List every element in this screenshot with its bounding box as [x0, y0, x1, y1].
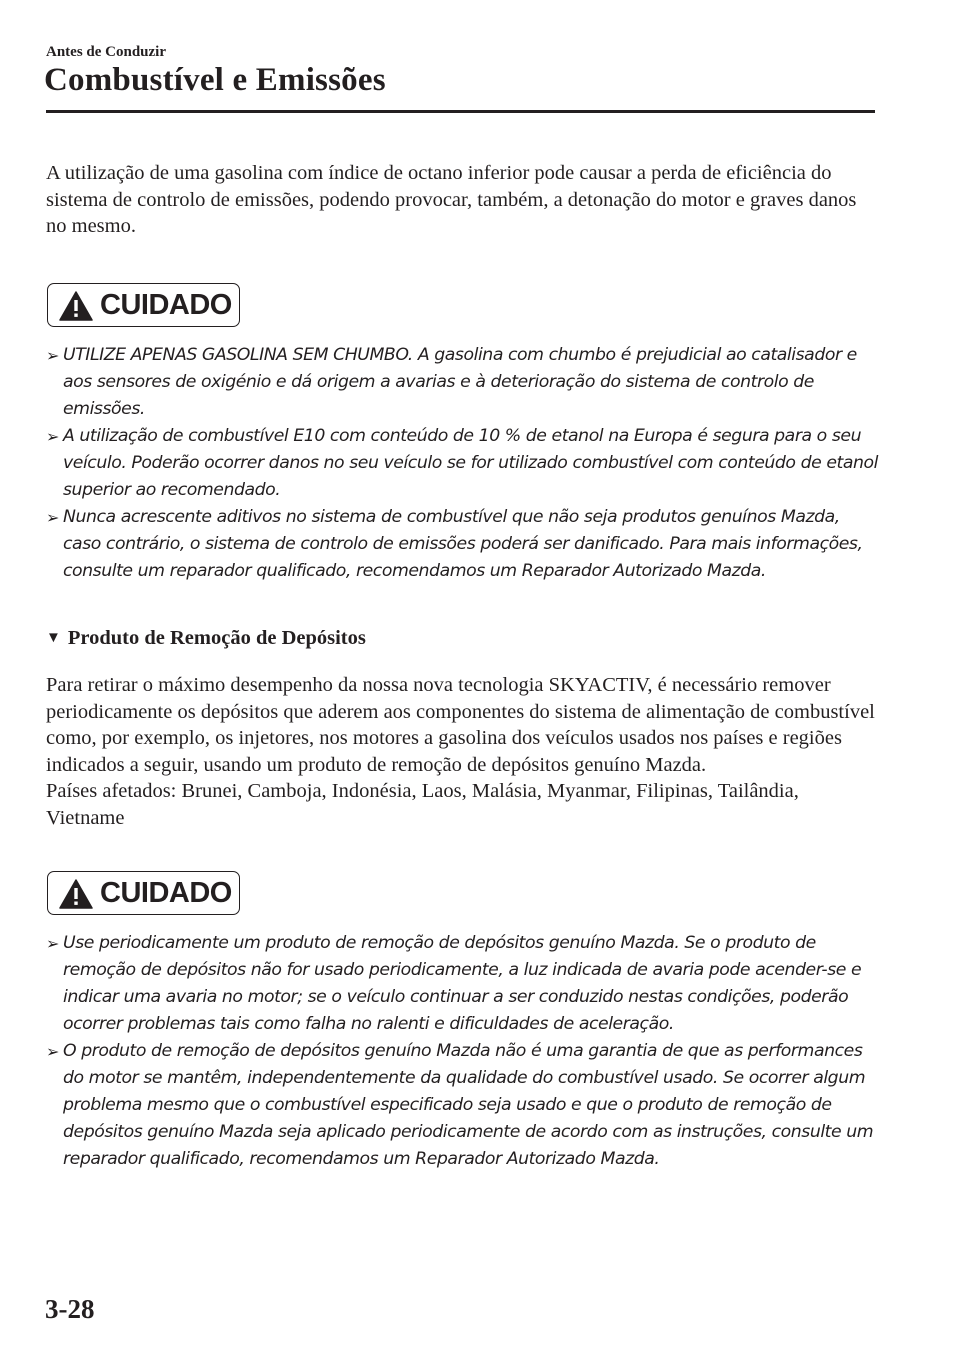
caution-box-1	[47, 283, 240, 327]
list-item: ➢ A utilização de combustível E10 com conteúdo de 10 % de etanol na Europa é segura para o seu veículo. Poderão ocorrer danos no seu veículo se for utilizado combustível com conteúdo de etanol superior ao recomendado.	[46, 423, 880, 504]
list-item: ➢ UTILIZE APENAS GASOLINA SEM CHUMBO. A gasolina com chumbo é prejudicial ao catalisador e aos sensores de oxigénio e dá origem a avarias e à deterioração do sistema de controlo de emissões.	[46, 342, 880, 423]
list-item: ➢ O produto de remoção de depósitos genuíno Mazda não é uma garantia de que as performances do motor se mantêm, independentemente da qualidade do combustível usado. Se ocorrer algum problema mesmo que o combustível especificado seja usado e que o produto de remoção de depósitos genuíno Mazda seja aplicado periodicamente de acordo com as instruções, consulte um reparador qualificado, recomendamos um Reparador Autorizado Mazda.	[46, 1038, 880, 1173]
header-section-label: Antes de Conduzir	[46, 44, 167, 60]
arrow-bullet-icon: ➢	[46, 934, 59, 953]
intro-paragraph: A utilização de uma gasolina com índice de octano inferior pode causar a perda de eficiência do sistema de controlo de emissões, podendo provocar, também, a detonação do motor e graves danos no mesmo.	[46, 162, 857, 237]
arrow-bullet-icon: ➢	[46, 346, 59, 365]
list-item: ➢ Nunca acrescente aditivos no sistema de combustível que não seja produtos genuínos Mazda, caso contrário, o sistema de controlo de emissões poderá ser danificado. Para mais informações, consulte um reparador qualificado, recomendamos um Reparador Autorizado Mazda.	[46, 504, 880, 585]
caution-list-2	[46, 930, 880, 1173]
caution-label: CUIDADO	[100, 289, 232, 321]
caution-list-1	[46, 342, 880, 585]
arrow-bullet-icon: ➢	[46, 1042, 59, 1061]
section-heading: ▼ Produto de Remoção de Depósitos	[46, 627, 366, 649]
caution-box-2	[47, 871, 240, 915]
caution-label: CUIDADO	[100, 877, 232, 909]
down-triangle-icon: ▼	[46, 630, 61, 646]
page-number: 3-28	[45, 1294, 95, 1324]
list-item: ➢ Use periodicamente um produto de remoção de depósitos genuíno Mazda. Se o produto de remoção de depósitos não for usado periodicamente, a luz indicada de avaria pode acender-se e indicar uma avaria no motor; se o veículo continuar a ser conduzido nestas condições, poderão ocorrer problemas tais como falha no ralenti e dificuldades de aceleração.	[46, 930, 880, 1038]
arrow-bullet-icon: ➢	[46, 508, 59, 527]
warning-icon	[59, 879, 93, 909]
header-rule	[46, 110, 875, 113]
page-title: Combustível e Emissões	[44, 62, 386, 98]
section-body: Para retirar o máximo desempenho da nossa nova tecnologia SKYACTIV, é necessário remover periodicamente os depósitos que aderem aos componentes do sistema de alimentação de combustível como, por exemplo, os injetores, nos motores a gasolina dos veículos usados nos países e regiões indicados a seguir, usando um produto de remoção de depósitos genuíno Mazda. Países afetados: Brunei, Camboja, Indonésia, Laos, Malásia, Myanmar, Filipinas, Tailândia, Vietname	[46, 674, 875, 829]
warning-icon	[59, 291, 93, 321]
arrow-bullet-icon: ➢	[46, 427, 59, 446]
